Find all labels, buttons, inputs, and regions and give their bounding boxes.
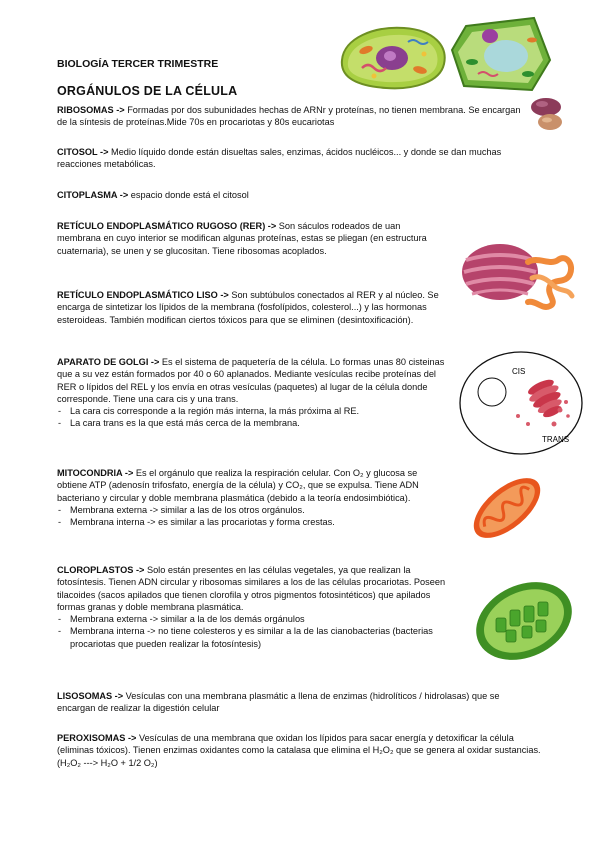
section-citoplasma bbox=[57, 189, 542, 201]
list-item: - Membrana externa -> similar a la de los demás orgánulos bbox=[57, 613, 455, 625]
text-rer: Son sáculos rodeados de uan membrana en cuyo interior se modifican algunas proteínas, estas se pliegan (en estructura cuaternaria), se unen y se glucositan. Tiene ribosomas acoplados. bbox=[57, 221, 427, 256]
endoplasmic-reticulum-icon bbox=[458, 238, 580, 310]
term-golgi: APARATO DE GOLGI -> bbox=[57, 357, 160, 367]
ribosome-icon bbox=[526, 95, 566, 133]
text-cloroplastos: Solo están presentes en las células vegetales, ya que realizan la fotosíntesis. Tienen ADN circular y ribosomas similares a los de las células procariotas. Poseen tilacoides (sacos apilados que tienen clorofila y otros pigmentos fotosintéticos) que apilados formas granas y doble membrana plasmática. bbox=[57, 565, 446, 612]
section-ribosomas bbox=[57, 104, 527, 129]
term-citosol: CITOSOL -> bbox=[57, 147, 109, 157]
term-peroxisomas: PEROXISOMAS -> bbox=[57, 733, 137, 743]
list-golgi bbox=[57, 405, 445, 430]
text-citosol: Medio líquido donde están disueltas sales, enzimas, ácidos nucléicos... y donde se dan muchas reacciones metabólicas. bbox=[57, 147, 502, 170]
term-rel: RETÍCULO ENDOPLASMÁTICO LISO -> bbox=[57, 290, 229, 300]
chloroplast-icon bbox=[472, 578, 576, 664]
text-citoplasma: espacio donde está el citosol bbox=[128, 190, 249, 200]
term-lisosomas: LISOSOMAS -> bbox=[57, 691, 124, 701]
section-rer bbox=[57, 220, 442, 257]
plant-cell-icon bbox=[448, 14, 554, 94]
page-header: BIOLOGÍA TERCER TRIMESTRE bbox=[57, 58, 219, 70]
mitochondria-icon bbox=[462, 466, 552, 550]
section-peroxisomas bbox=[57, 732, 542, 769]
text-golgi: Es el sistema de paquetería de la célula. Lo formas unas 80 cisteinas que a su vez están formados por 40 o 60 aplanados. Mediante vesículas recibe proteínas del RER o lípidos del REL y los envía en otras vesículas (paquetes) al lugar de la célula donde corresponde. Tiene una cara cis y una trans. bbox=[57, 357, 445, 404]
text-rel: Son subtúbulos conectados al RER y al núcleo. Se encarga de sintetizar los lípidos de la membrana (fosfolípidos, colesterol...) y las hormonas esteroideas. También modifican ciertos tóxicos para que se eliminen (desintoxificación). bbox=[57, 290, 439, 325]
term-rer: RETÍCULO ENDOPLASMÁTICO RUGOSO (RER) -> bbox=[57, 221, 277, 231]
text-lisosomas: Vesículas con una membrana plasmátic a llena de enzimas (hidrolíticos / hidrolasas) que se encargan de realizar la digestión celular bbox=[57, 691, 500, 714]
section-rel bbox=[57, 289, 452, 326]
section-golgi bbox=[57, 356, 445, 430]
text-ribosomas: Formadas por dos subunidades hechas de ARNr y proteínas, no tienen membrana. Se encargan de la síntesis de proteínas.Mide 70s en procariotas y 80s eucariotas bbox=[57, 105, 521, 128]
diagram-label-trans: TRANS bbox=[542, 435, 570, 444]
text-mitocondria: Es el orgánulo que realiza la respiración celular. Con O₂ y glucosa se obtiene ATP (adenosín trifosfato, energía de la célula) y CO₂, que se expulsa. Tiene ADN bacteriano y circular y doble membrana plasmática (debido a la teoría endosimbiótica). bbox=[57, 468, 419, 503]
list-item: - Membrana externa -> similar a las de los otros orgánulos. bbox=[57, 504, 425, 516]
list-item: - Membrana interna -> no tiene colesteros y es similar a la de las cianobacterias (bacterias procariotas que pueden realizar la fotosíntesis) bbox=[57, 625, 455, 650]
list-item: - Membrana interna -> es similar a las procariotas y forma crestas. bbox=[57, 516, 425, 528]
page-title: ORGÁNULOS DE LA CÉLULA bbox=[57, 84, 238, 98]
diagram-label-cis: CIS bbox=[512, 367, 526, 376]
animal-cell-icon bbox=[334, 20, 452, 94]
section-mitocondria bbox=[57, 467, 425, 528]
term-citoplasma: CITOPLASMA -> bbox=[57, 190, 129, 200]
section-cloroplastos bbox=[57, 564, 455, 650]
list-mitocondria bbox=[57, 504, 425, 529]
section-lisosomas bbox=[57, 690, 537, 715]
list-item: - La cara cis corresponde a la región más interna, la más próxima al RE. bbox=[57, 405, 445, 417]
golgi-apparatus-icon bbox=[458, 350, 584, 456]
section-citosol bbox=[57, 146, 542, 171]
text-peroxisomas: Vesículas de una membrana que oxidan los lípidos para sacar energía y detoxificar la célula (eliminas tóxicos). Tienen enzimas oxidantes como la catalasa que elimina el H₂O₂ que se genera al oxidar sustancias. (H₂O₂ ---> H₂O + 1/2 O₂) bbox=[57, 733, 541, 768]
list-cloroplastos bbox=[57, 613, 455, 650]
term-cloroplastos: CLOROPLASTOS -> bbox=[57, 565, 145, 575]
term-ribosomas: RIBOSOMAS -> bbox=[57, 105, 125, 115]
list-item: - La cara trans es la que está más cerca de la membrana. bbox=[57, 417, 445, 429]
term-mitocondria: MITOCONDRIA -> bbox=[57, 468, 134, 478]
